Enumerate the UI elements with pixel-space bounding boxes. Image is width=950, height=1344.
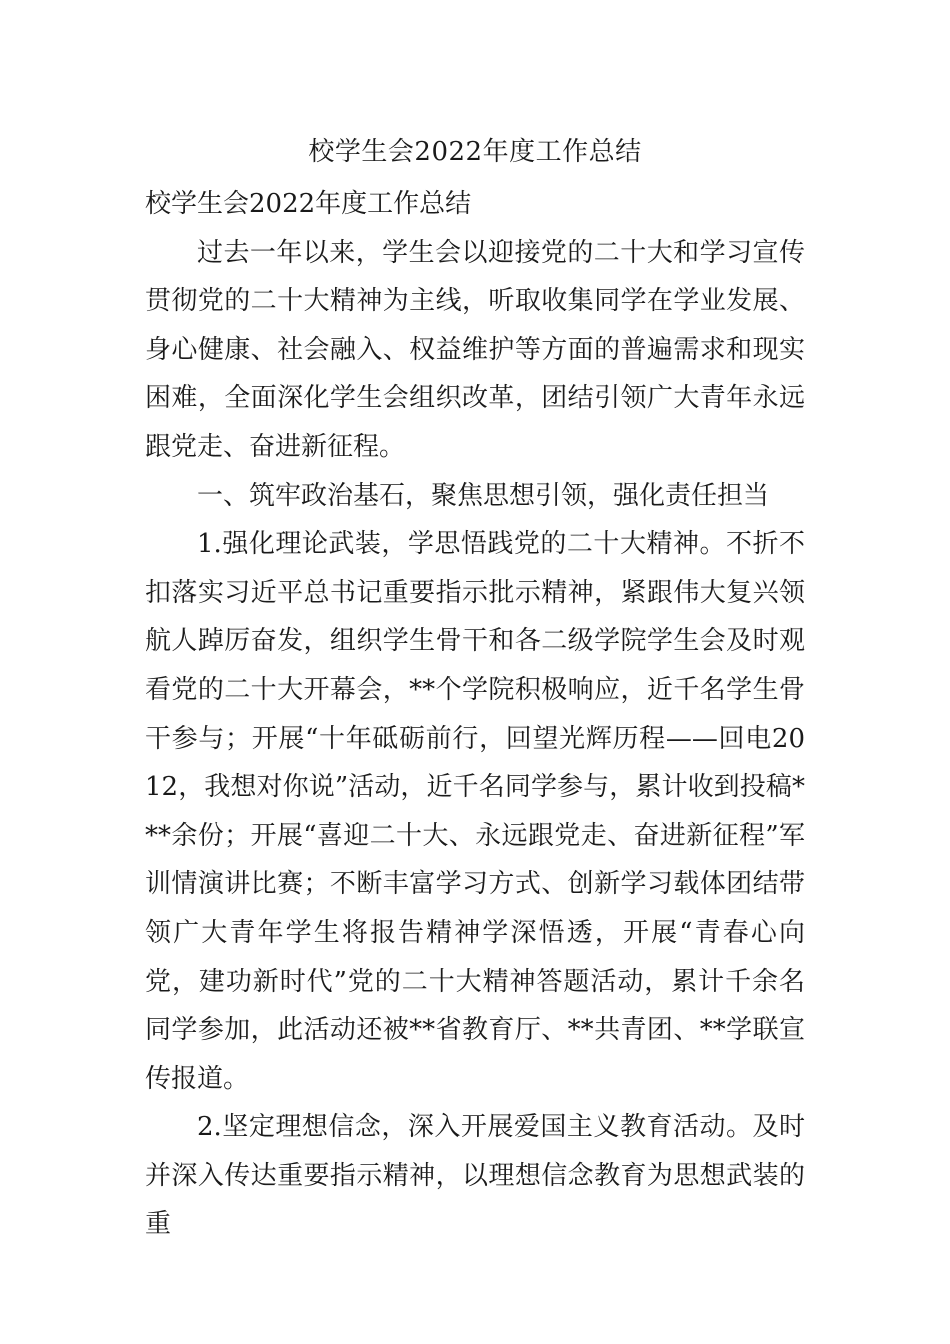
paragraph-item-1: 1.强化理论武装，学思悟践党的二十大精神。不折不扣落实习近平总书记重要指示批示精神，紧跟伟大复兴领航人踔厉奋发，组织学生骨干和各二级学院学生会及时观看党的二十大开幕会，**个学院积极响应，近千名学生骨干参与；开展“十年砥砺前行，回望光辉历程——回电2012，我想对你说”活动，近千名同学参与，累计收到投稿***余份；开展“喜迎二十大、永远跟党走、奋进新征程”军训情演讲比赛；不断丰富学习方式、创新学习载体团结带领广大青年学生将报告精神学深悟透，开展“青春心向党，建功新时代”党的二十大精神答题活动，累计千余名同学参加，此活动还被**省教育厅、**共青团、**学联宣传报道。 — [145, 529, 805, 1094]
section-heading: 一、筑牢政治基石，聚焦思想引领，强化责任担当 — [197, 480, 770, 511]
paragraph-item-2: 2.坚定理想信念，深入开展爱国主义教育活动。及时并深入传达重要指示精神，以理想信念教育为思想武装的重 — [145, 1112, 805, 1240]
paragraph-intro: 过去一年以来，学生会以迎接党的二十大和学习宣传贯彻党的二十大精神为主线，听取收集同学在学业发展、身心健康、社会融入、权益维护等方面的普遍需求和现实困难，全面深化学生会组织改革，团结引领广大青年永远跟党走、奋进新征程。 — [145, 237, 805, 462]
document-subtitle: 校学生会2022年度工作总结 — [145, 189, 472, 219]
document-body — [145, 180, 805, 1249]
document-title: 校学生会2022年度工作总结 — [308, 137, 642, 167]
